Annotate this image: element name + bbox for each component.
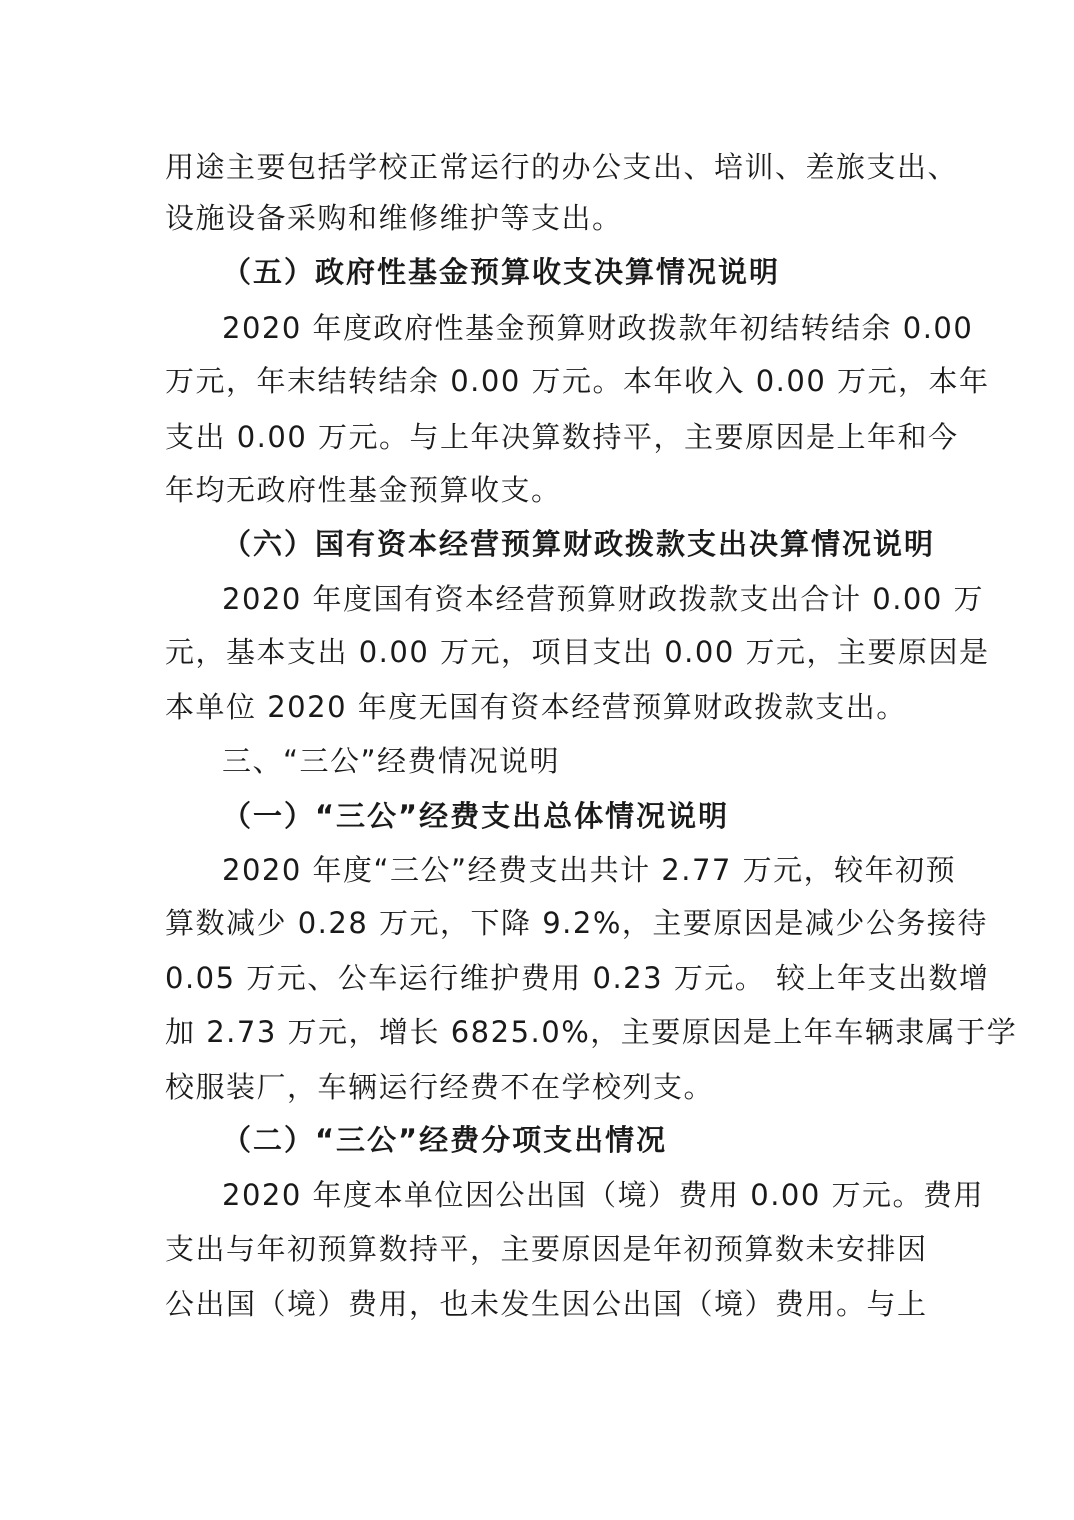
body-text-line: 支出与年初预算数持平，主要原因是年初预算数未安排因 [165,1232,928,1266]
body-text-line: 2020 年度政府性基金预算财政拨款年初结转结余 0.00 [222,311,974,345]
section-heading-6: （六）国有资本经营预算财政拨款支出决算情况说明 [222,527,936,561]
body-text-line: 0.05 万元、公车运行维护费用 0.23 万元。 较上年支出数增 [165,961,990,995]
section-heading-2: （二）“三公”经费分项支出情况 [222,1123,668,1157]
body-text-line: 用途主要包括学校正常运行的办公支出、培训、差旅支出、 [165,150,959,184]
section-heading-1: （一）“三公”经费支出总体情况说明 [222,799,730,833]
body-text-line: 校服装厂，车辆运行经费不在学校列支。 [165,1070,715,1104]
body-text-line: 元，基本支出 0.00 万元，项目支出 0.00 万元，主要原因是 [165,635,990,669]
body-text-line: 公出国（境）费用，也未发生因公出国（境）费用。与上 [165,1287,928,1321]
body-text-line: 加 2.73 万元，增长 6825.0%，主要原因是上年车辆隶属于学 [165,1015,1018,1049]
body-text-line: 支出 0.00 万元。与上年决算数持平，主要原因是上年和今 [165,420,959,454]
body-text-line: 2020 年度国有资本经营预算财政拨款支出合计 0.00 万 [222,582,985,616]
body-text-line: 算数减少 0.28 万元，下降 9.2%，主要原因是减少公务接待 [165,906,988,940]
chapter-heading-3: 三、“三公”经费情况说明 [222,744,561,778]
body-text-line: 年均无政府性基金预算收支。 [165,473,562,507]
body-text-line: 2020 年度本单位因公出国（境）费用 0.00 万元。费用 [222,1178,985,1212]
section-heading-5: （五）政府性基金预算收支决算情况说明 [222,255,781,289]
body-text-line: 本单位 2020 年度无国有资本经营预算财政拨款支出。 [165,690,907,724]
body-text-line: 设施设备采购和维修维护等支出。 [165,201,623,235]
body-text-line: 2020 年度“三公”经费支出共计 2.77 万元，较年初预 [222,853,957,887]
body-text-line: 万元，年末结转结余 0.00 万元。本年收入 0.00 万元，本年 [165,364,990,398]
